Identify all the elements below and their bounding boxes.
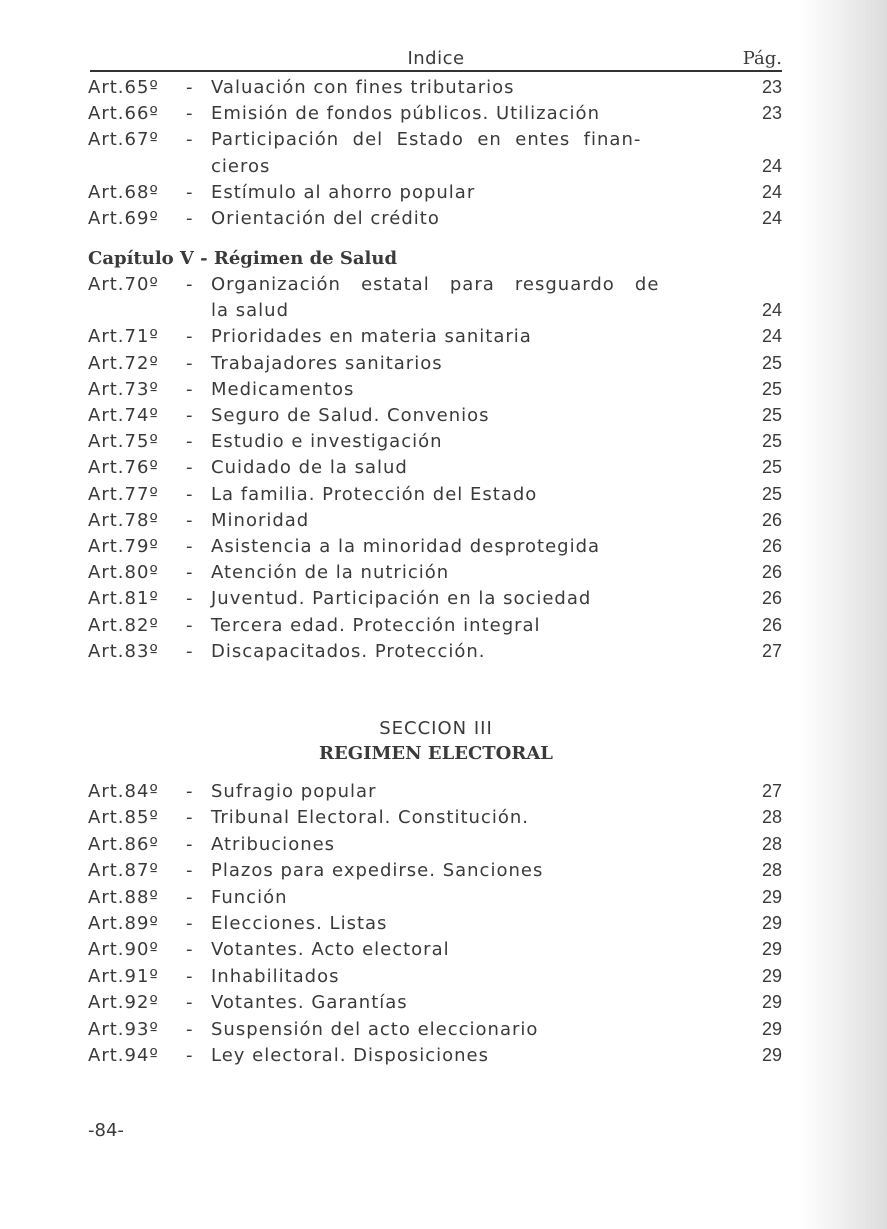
article-number: Art.82º <box>88 614 159 636</box>
separator-dash: - <box>186 781 194 802</box>
separator-dash: - <box>186 352 194 374</box>
separator-dash: - <box>186 77 194 98</box>
article-title: Juventud. Participación en la sociedad <box>211 588 592 610</box>
article-title: Suspensión del acto eleccionario <box>211 1018 539 1040</box>
article-title: Minoridad <box>211 509 310 531</box>
article-number: Art.71º <box>88 326 159 348</box>
index-entry <box>88 208 782 234</box>
page-reference: 26 <box>761 509 782 530</box>
separator-dash: - <box>186 274 194 295</box>
article-title: Estudio e investigación <box>211 431 443 453</box>
index-entry <box>88 510 782 536</box>
article-number: Art.67º <box>88 129 159 151</box>
index-entry <box>88 326 782 352</box>
page-reference: 25 <box>761 457 782 478</box>
page-reference: 29 <box>761 886 782 907</box>
article-title: Medicamentos <box>211 378 355 400</box>
separator-dash: - <box>186 1045 194 1066</box>
article-number: Art.80º <box>88 562 159 584</box>
index-entry <box>88 588 782 614</box>
separator-dash: - <box>186 536 194 557</box>
index-entry <box>88 274 782 300</box>
article-number: Art.68º <box>88 181 159 203</box>
article-number: Art.81º <box>88 588 159 610</box>
index-entry <box>88 860 782 886</box>
page-reference: 29 <box>761 1045 782 1065</box>
article-title: Elecciones. Listas <box>211 913 388 934</box>
article-number: Art.89º <box>88 913 159 934</box>
article-title: Atención de la nutrición <box>211 562 450 584</box>
article-number: Art.69º <box>88 208 159 229</box>
article-title: Sufragio popular <box>211 781 377 802</box>
index-entry-continuation <box>88 156 782 182</box>
article-title: Función <box>211 886 288 908</box>
page-reference: 25 <box>761 431 782 452</box>
article-number: Art.85º <box>88 807 159 829</box>
article-number: Art.90º <box>88 939 159 961</box>
separator-dash: - <box>186 326 194 348</box>
separator-dash: - <box>186 860 194 882</box>
article-title: Discapacitados. Protección. <box>211 640 486 662</box>
index-entry <box>88 781 782 807</box>
separator-dash: - <box>186 833 194 855</box>
article-number: Art.78º <box>88 509 159 531</box>
index-header <box>90 48 782 72</box>
article-title: Emisión de fondos públicos. Utilización <box>211 103 600 125</box>
article-number: Art.87º <box>88 860 159 882</box>
page-reference: 28 <box>761 833 782 854</box>
article-title: Seguro de Salud. Convenios <box>211 405 490 426</box>
article-number: Art.72º <box>88 352 159 374</box>
article-number: Art.84º <box>88 781 159 802</box>
separator-dash: - <box>186 640 194 662</box>
article-number: Art.92º <box>88 992 159 1014</box>
index-entry <box>88 966 782 992</box>
page-reference: 23 <box>761 103 782 124</box>
index-entry <box>88 431 782 457</box>
page-reference: 24 <box>761 181 782 202</box>
page-reference: 24 <box>761 326 782 347</box>
page-reference: 26 <box>761 614 782 635</box>
separator-dash: - <box>186 588 194 610</box>
index-entry <box>88 129 782 155</box>
separator-dash: - <box>186 405 194 426</box>
index-entry <box>88 807 782 833</box>
section-label: SECCION III <box>379 718 493 739</box>
separator-dash: - <box>186 965 194 987</box>
page-reference: 29 <box>761 965 782 986</box>
separator-dash: - <box>186 614 194 636</box>
separator-dash: - <box>186 208 194 229</box>
article-number: Art.86º <box>88 833 159 855</box>
index-entry <box>88 887 782 913</box>
article-title: La familia. Protección del Estado <box>211 483 538 505</box>
article-title: Cuidado de la salud <box>211 457 408 479</box>
section-title: REGIMEN ELECTORAL <box>319 743 553 764</box>
index-entry <box>88 562 782 588</box>
article-number: Art.66º <box>88 103 159 125</box>
page-reference: 29 <box>761 939 782 960</box>
article-title: Organización estatal para resguardo de <box>211 274 660 295</box>
separator-dash: - <box>186 129 194 151</box>
article-title: Participación del Estado en entes finan- <box>211 129 642 151</box>
article-title: Tercera edad. Protección integral <box>211 614 541 636</box>
article-number: Art.91º <box>88 965 159 987</box>
page-reference: 29 <box>761 913 782 933</box>
article-number: Art.77º <box>88 483 159 505</box>
article-title: Atribuciones <box>211 833 336 855</box>
separator-dash: - <box>186 509 194 531</box>
index-entry <box>88 353 782 379</box>
chapter-heading: Capítulo V - Régimen de Salud <box>88 248 398 269</box>
separator-dash: - <box>186 913 194 934</box>
page-reference: 27 <box>761 640 782 661</box>
article-number: Art.76º <box>88 457 159 479</box>
article-number: Art.75º <box>88 431 159 453</box>
index-entry <box>88 484 782 510</box>
article-title: Estímulo al ahorro popular <box>211 181 476 203</box>
separator-dash: - <box>186 939 194 961</box>
page-reference: 24 <box>761 208 782 228</box>
index-entry <box>88 457 782 483</box>
separator-dash: - <box>186 181 194 203</box>
page-reference: 26 <box>761 536 782 556</box>
index-entry <box>88 379 782 405</box>
page-column-label: Pág. <box>742 48 782 69</box>
separator-dash: - <box>186 992 194 1014</box>
separator-dash: - <box>186 103 194 125</box>
article-title: Votantes. Acto electoral <box>211 939 450 961</box>
page-reference: 25 <box>761 483 782 504</box>
page-reference: 27 <box>761 781 782 801</box>
separator-dash: - <box>186 378 194 400</box>
article-title-continuation: la salud <box>211 300 289 322</box>
index-entry <box>88 405 782 431</box>
separator-dash: - <box>186 886 194 908</box>
article-number: Art.74º <box>88 405 159 426</box>
separator-dash: - <box>186 562 194 584</box>
article-number: Art.83º <box>88 640 159 662</box>
index-entry <box>88 615 782 641</box>
article-title: Tribunal Electoral. Constitución. <box>211 807 529 829</box>
index-entry <box>88 834 782 860</box>
page-reference: 26 <box>761 588 782 609</box>
article-title: Asistencia a la minoridad desprotegida <box>211 536 601 557</box>
separator-dash: - <box>186 1018 194 1040</box>
article-title-continuation: cieros <box>211 155 271 177</box>
index-entry <box>88 939 782 965</box>
article-title: Orientación del crédito <box>211 208 440 229</box>
index-entry <box>88 77 782 103</box>
page-reference: 29 <box>761 992 782 1013</box>
article-number: Art.94º <box>88 1045 159 1066</box>
index-entry <box>88 1045 782 1071</box>
index-entry <box>88 641 782 667</box>
index-title: Indice <box>407 48 465 69</box>
page-reference: 28 <box>761 807 782 828</box>
article-number: Art.88º <box>88 886 159 908</box>
article-title: Inhabilitados <box>211 965 340 987</box>
index-entry <box>88 992 782 1018</box>
separator-dash: - <box>186 807 194 829</box>
page-reference: 24 <box>761 155 782 176</box>
separator-dash: - <box>186 457 194 479</box>
page-reference: 25 <box>761 378 782 399</box>
page-reference: 23 <box>761 77 782 97</box>
page-number: -84- <box>88 1120 124 1141</box>
index-entry <box>88 1019 782 1045</box>
page-reference: 25 <box>761 405 782 425</box>
page-reference: 29 <box>761 1018 782 1039</box>
article-number: Art.79º <box>88 536 159 557</box>
article-title: Votantes. Garantías <box>211 992 408 1014</box>
page-reference: 25 <box>761 352 782 373</box>
index-entry <box>88 182 782 208</box>
article-number: Art.73º <box>88 378 159 400</box>
separator-dash: - <box>186 483 194 505</box>
article-title: Plazos para expedirse. Sanciones <box>211 860 544 882</box>
article-number: Art.93º <box>88 1018 159 1040</box>
index-entry-continuation <box>88 300 782 326</box>
index-entry <box>88 536 782 562</box>
page-reference: 28 <box>761 860 782 881</box>
article-title: Ley electoral. Disposiciones <box>211 1045 489 1066</box>
index-entry <box>88 913 782 939</box>
article-number: Art.65º <box>88 77 159 98</box>
separator-dash: - <box>186 431 194 453</box>
article-title: Trabajadores sanitarios <box>211 352 443 374</box>
article-number: Art.70º <box>88 274 159 295</box>
page-reference: 24 <box>761 300 782 321</box>
index-entry <box>88 103 782 129</box>
article-title: Valuación con fines tributarios <box>211 77 515 98</box>
page-reference: 26 <box>761 562 782 583</box>
article-title: Prioridades en materia sanitaria <box>211 326 532 348</box>
